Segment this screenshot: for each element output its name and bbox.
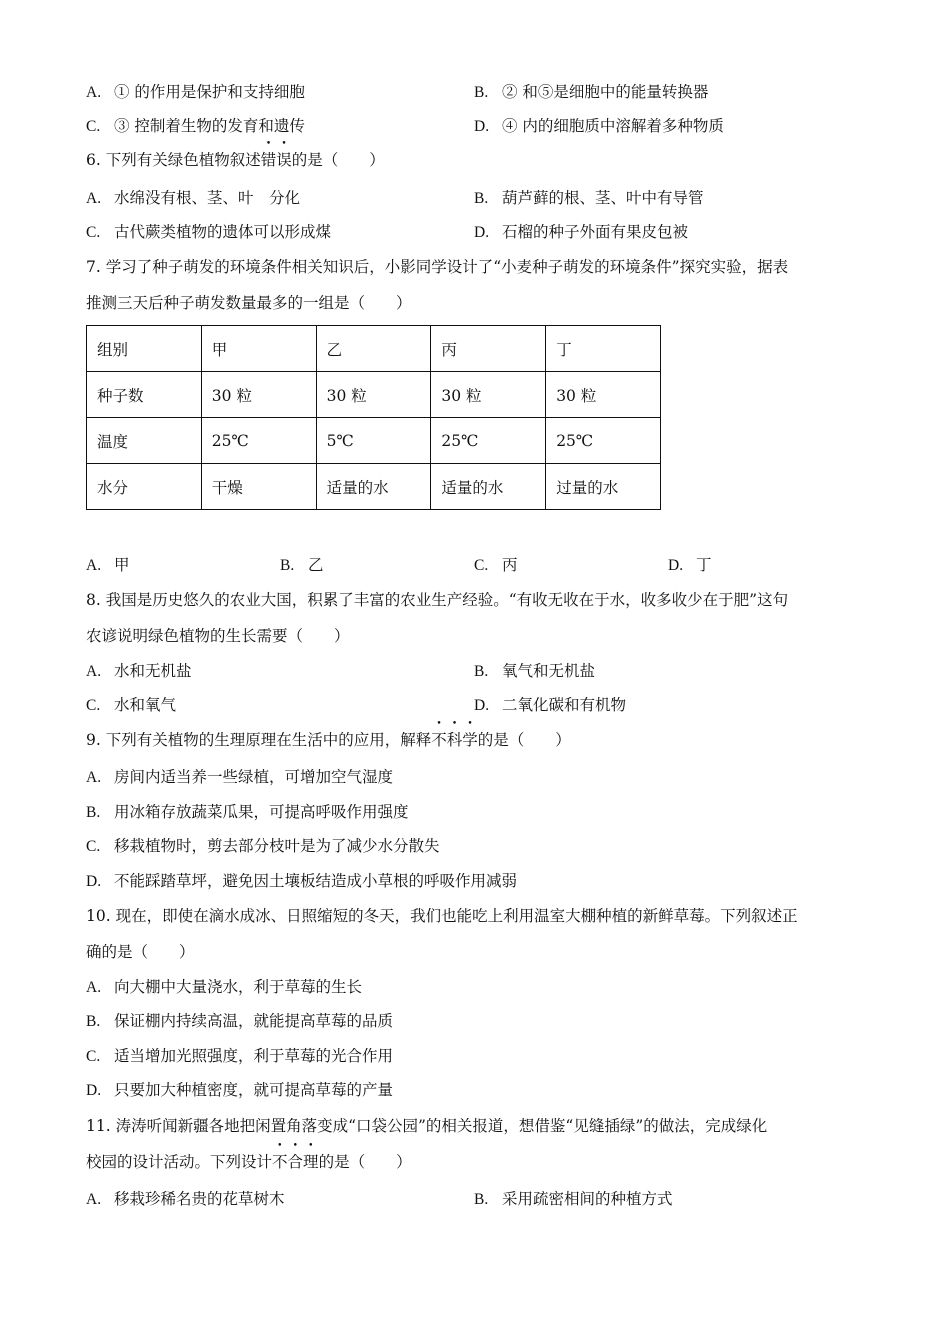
q6-option-a (86, 188, 300, 209)
option-text: 丙 (502, 556, 518, 574)
table-cell: 乙 (316, 326, 431, 372)
option-label: B. (280, 557, 295, 574)
option-label: C. (86, 224, 101, 241)
q5-option-c (86, 116, 305, 137)
q6-option-c (86, 222, 331, 243)
q8-option-d (474, 695, 626, 716)
option-label: A. (86, 84, 102, 101)
q10-option-d (86, 1080, 393, 1101)
table-row (87, 326, 661, 372)
table-cell: 30 粒 (431, 372, 546, 418)
option-label: D. (474, 697, 490, 714)
option-text: 适当增加光照强度，利于草莓的光合作用 (114, 1047, 394, 1065)
table-cell: 30 粒 (201, 372, 316, 418)
q9-option-b (86, 802, 409, 823)
option-text: 甲 (114, 556, 130, 574)
option-label: A. (86, 190, 102, 207)
q7-option-a (86, 555, 130, 576)
option-label: B. (474, 84, 489, 101)
table-cell: 甲 (201, 326, 316, 372)
table-cell: 丁 (546, 326, 661, 372)
q11-stem-line2: 校园的设计活动。下列设计不合理的是（ ） (86, 1153, 412, 1171)
emphasis-char: 不 (431, 731, 447, 749)
emphasis-char: 学 (462, 731, 478, 749)
option-text: 移栽植物时，剪去部分枝叶是为了减少水分散失 (114, 837, 440, 855)
option-label: B. (474, 663, 489, 680)
q9-stem: 9. 下列有关植物的生理原理在生活中的应用，解释不科学的是（ ） (86, 731, 571, 749)
q7-option-c (474, 555, 518, 576)
table-cell: 5℃ (316, 418, 431, 464)
option-text: 乙 (308, 556, 324, 574)
table-cell: 丙 (431, 326, 546, 372)
option-label: A. (86, 663, 102, 680)
q9-option-d (86, 871, 517, 892)
q8-option-b (474, 661, 595, 682)
emphasis-char: 错 (260, 151, 277, 169)
q5-option-a (86, 82, 305, 103)
q11-option-b (474, 1189, 673, 1210)
option-text: ④ 内的细胞质中溶解着多种物质 (502, 117, 724, 135)
option-text: 房间内适当养一些绿植，可增加空气湿度 (114, 768, 394, 786)
option-label: C. (86, 118, 101, 135)
experiment-table (86, 325, 661, 510)
q5-option-d (474, 116, 724, 137)
q7-option-b (280, 555, 324, 576)
emphasis-char: 不 (272, 1153, 288, 1171)
table-cell: 水分 (87, 464, 202, 510)
option-text: 石榴的种子外面有果皮包被 (502, 223, 689, 241)
table-cell: 组别 (87, 326, 202, 372)
option-label: B. (86, 804, 101, 821)
q11-stem-line1: 11. 涛涛听闻新疆各地把闲置角落变成“口袋公园”的相关报道，想借鉴“见缝插绿”的做法，完成绿化 (86, 1117, 768, 1135)
option-text: 只要加大种植密度，就可提高草莓的产量 (114, 1081, 394, 1099)
option-label: B. (474, 1191, 489, 1208)
option-label: A. (86, 1191, 102, 1208)
option-label: A. (86, 979, 102, 996)
q6-option-d (474, 222, 688, 243)
table-row (87, 464, 661, 510)
option-label: C. (474, 557, 489, 574)
option-label: D. (668, 557, 684, 574)
emphasis-char: 科 (446, 731, 463, 749)
q7-option-d (668, 555, 712, 576)
q7-stem-line2: 推测三天后种子萌发数量最多的一组是（ ） (86, 294, 412, 312)
table-cell: 温度 (87, 418, 202, 464)
q8-stem-line2: 农谚说明绿色植物的生长需要（ ） (86, 627, 350, 645)
option-text: ③ 控制着生物的发育和遗传 (114, 117, 305, 135)
table-cell: 过量的水 (546, 464, 661, 510)
q11-option-a (86, 1189, 285, 1210)
option-label: A. (86, 557, 102, 574)
option-label: C. (86, 697, 101, 714)
option-text: 水和无机盐 (114, 662, 192, 680)
q7-stem-line1: 7. 学习了种子萌发的环境条件相关知识后，小影同学设计了“小麦种子萌发的环境条件”探究实验，据表 (86, 258, 789, 276)
option-text: 采用疏密相间的种植方式 (502, 1190, 673, 1208)
q10-stem-line1: 10. 现在，即使在滴水成冰、日照缩短的冬天，我们也能吃上利用温室大棚种植的新鲜草莓。下列叙述正 (86, 907, 798, 925)
q9-option-c (86, 836, 440, 857)
q9-option-a (86, 767, 393, 788)
option-text: 二氧化碳和有机物 (502, 696, 627, 714)
option-label: C. (86, 1048, 101, 1065)
table-cell: 适量的水 (316, 464, 431, 510)
option-text: 丁 (696, 556, 712, 574)
table-cell: 25℃ (431, 418, 546, 464)
table-cell: 30 粒 (316, 372, 431, 418)
option-label: D. (86, 873, 102, 890)
table-cell: 种子数 (87, 372, 202, 418)
option-label: D. (86, 1082, 102, 1099)
q5-option-b (474, 82, 708, 103)
table-cell: 25℃ (201, 418, 316, 464)
q10-option-b (86, 1011, 393, 1032)
option-text: 古代蕨类植物的遗体可以形成煤 (114, 223, 332, 241)
table-cell: 干燥 (201, 464, 316, 510)
emphasis-char: 合 (287, 1153, 304, 1171)
option-label: B. (474, 190, 489, 207)
option-label: B. (86, 1013, 101, 1030)
table-row (87, 418, 661, 464)
option-text: 保证棚内持续高温，就能提高草莓的品质 (114, 1012, 394, 1030)
q8-stem-line1: 8. 我国是历史悠久的农业大国，积累了丰富的农业生产经验。“有收无收在于水，收多收少在于肥”这句 (86, 591, 789, 609)
q10-option-a (86, 977, 362, 998)
q6-stem: 6. 下列有关绿色植物叙述错误的是（ ） (86, 151, 385, 169)
option-text: 不能踩踏草坪，避免因土壤板结造成小草根的呼吸作用减弱 (114, 872, 518, 890)
table-cell: 30 粒 (546, 372, 661, 418)
option-label: D. (474, 224, 490, 241)
option-text: 氧气和无机盐 (502, 662, 596, 680)
option-text: 水绵没有根、茎、叶 分化 (114, 189, 301, 207)
table-cell: 适量的水 (431, 464, 546, 510)
table-cell: 25℃ (546, 418, 661, 464)
q8-option-c (86, 695, 176, 716)
option-label: A. (86, 769, 102, 786)
q10-stem-line2: 确的是（ ） (86, 943, 195, 961)
option-label: C. (86, 838, 101, 855)
q8-option-a (86, 661, 192, 682)
option-text: 葫芦藓的根、茎、叶中有导管 (502, 189, 704, 207)
option-text: ② 和⑤是细胞中的能量转换器 (502, 83, 709, 101)
option-text: 用冰箱存放蔬菜瓜果，可提高呼吸作用强度 (114, 803, 409, 821)
emphasis-char: 误 (276, 151, 292, 169)
emphasis-char: 理 (303, 1153, 319, 1171)
option-label: D. (474, 118, 490, 135)
option-text: 移栽珍稀名贵的花草树木 (114, 1190, 285, 1208)
q6-option-b (474, 188, 704, 209)
option-text: 水和氧气 (114, 696, 177, 714)
table-row (87, 372, 661, 418)
q10-option-c (86, 1046, 393, 1067)
option-text: 向大棚中大量浇水，利于草莓的生长 (114, 978, 363, 996)
option-text: ① 的作用是保护和支持细胞 (114, 83, 305, 101)
